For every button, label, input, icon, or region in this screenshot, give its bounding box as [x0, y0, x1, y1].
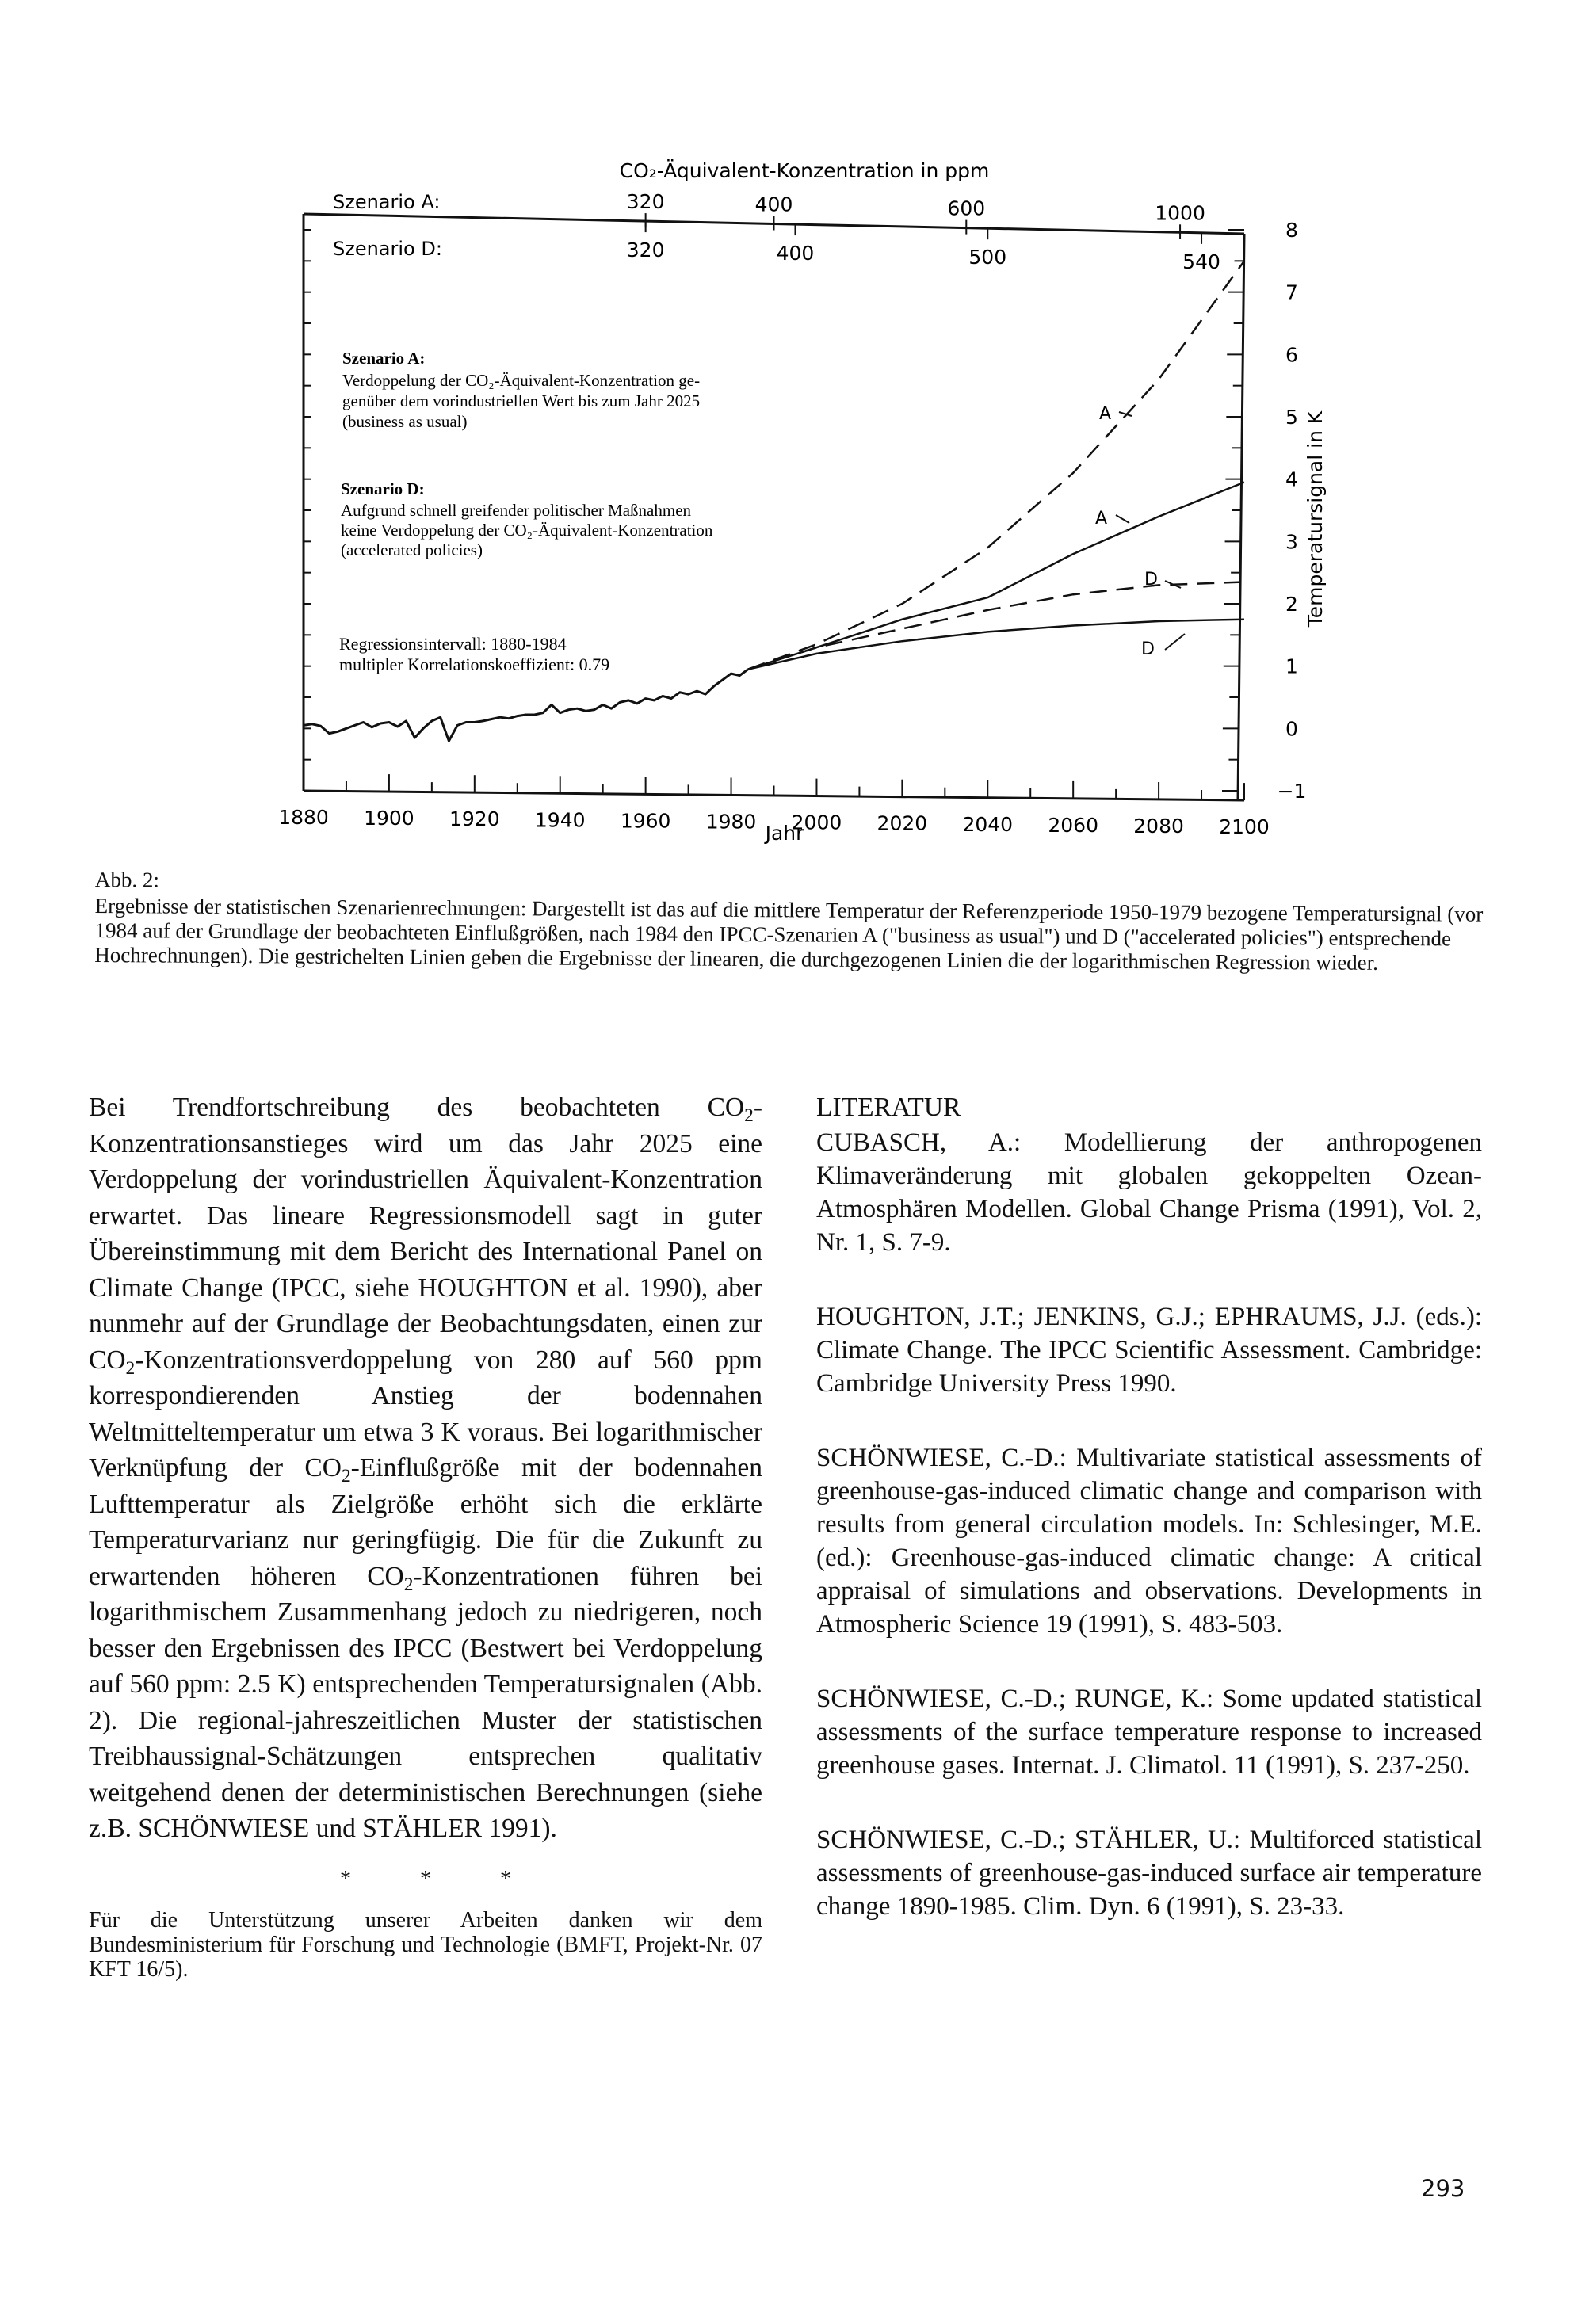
- scenario-a-note-line: genüber dem vorindustriellen Wert bis zum Jahr 2025: [342, 391, 701, 410]
- scenario-d-note: [341, 479, 713, 559]
- scenario-a-ppm-label: 320: [626, 190, 665, 214]
- caption-text: Ergebnisse der statistischen Szenarienrechnungen: Dargestellt ist das auf die mittlere Temperatur der Referenzperiode 1950-1979 bezogene Temperatursignal (vor 1984 auf der Grundlage der beobachteten Einflußgrößen, nach 1984 den IPCC-Szenarien A ("business as usual") und D ("accelerated policies") entsprechende Hochrechnungen). Die gestrichelten Linien geben die Ergebnisse der linearen, die durchgezogenen Linien die der logarithmischen Regression wieder.: [94, 893, 1484, 975]
- regression-interval: Regressionsintervall: 1880-1984: [339, 634, 567, 654]
- scenario-a-note: [342, 349, 700, 431]
- temperature-signal-chart: [0, 0, 1585, 864]
- body-column-left: [89, 1089, 762, 1982]
- figure-abb-2: [0, 0, 1585, 864]
- curve-label-a-log: A: [1095, 509, 1108, 529]
- y-tick-label: 2: [1285, 593, 1298, 616]
- reference-item: CUBASCH, A.: Modellierung der anthropogenen Klimaveränderung mit globalen gekoppelten Ozean-Atmosphären Modellen. Global Change Prisma (1991), Vol. 2, Nr. 1, S. 7-9.: [816, 1128, 1482, 1257]
- x-tick-label: 2060: [1048, 813, 1098, 837]
- y-tick-label: 8: [1285, 219, 1298, 242]
- reference-item: HOUGHTON, J.T.; JENKINS, G.J.; EPHRAUMS, J.J. (eds.): Climate Change. The IPCC Scientific Assessment. Cambridge: Cambridge University Press 1990.: [816, 1302, 1482, 1398]
- y-tick-label: 0: [1285, 717, 1298, 741]
- x-tick-label: 2000: [791, 811, 842, 834]
- figure-caption: [94, 868, 1490, 976]
- body-paragraph: Bei Trendfortschreibung des beobachteten $CO_2$-Konzentrationsanstieges wird um das Jahr 2025 eine Verdoppelung der vorindustriellen Äquivalent-Konzentration erwartet. Das lineare Regressionsmodell sagt in guter Übereinstimmung mit dem Bericht des International Panel on Climate Change (IPCC, siehe HOUGHTON et al. 1990), aber nunmehr auf der Grundlage der Beobachtungsdaten, einen zur $CO_2$-Konzentrationsverdoppelung von 280 auf 560 ppm korrespondierenden Anstieg der bodennahen Weltmitteltemperatur um etwa 3 K voraus. Bei logarithmischer Verknüpfung der $CO_2$-Einflußgröße mit der bodennahen Lufttemperatur als Zielgröße erhöht sich die erklärte Temperaturvarianz nur geringfügig. Die für die Zukunft zu erwartenden höheren $CO_2$-Konzentrationen führen bei logarithmischem Zusammenhang jedoch zu niedrigeren, noch besser den Ergebnissen des IPCC (Bestwert bei Verdoppelung auf 560 ppm: 2.5 K) entsprechenden Temperatursignalen (Abb. 2). Die regional-jahreszeitlichen Muster der statistischen Treibhaussignal-Schätzungen entsprechen qualitativ weitgehend denen der deterministischen Berechnungen (siehe z.B. SCHÖNWIESE und STÄHLER 1991).: [89, 1093, 763, 1843]
- x-tick-label: 1880: [278, 806, 329, 829]
- scenario-d-note-line: (accelerated policies): [341, 540, 483, 559]
- curve-label-d-linear: D: [1144, 570, 1158, 590]
- y-tick-label: 7: [1285, 280, 1298, 304]
- x-tick-label: 1960: [620, 809, 671, 833]
- scenario-d-ppm-label: 540: [1182, 250, 1220, 273]
- curve-label-d-log: D: [1141, 639, 1155, 659]
- scenario-d-note-title: Szenario D:: [341, 479, 425, 498]
- x-tick-label: 1920: [449, 807, 500, 831]
- scenario-a-note-line: Verdoppelung der CO₂-Äquivalent-Konzentration ge-: [342, 371, 701, 390]
- x-tick-label: 1980: [705, 810, 757, 834]
- series-line-a-logarithmic: [748, 483, 1244, 670]
- x-tick-label: 1940: [534, 808, 586, 832]
- scenario-d-note-line: keine Verdoppelung der CO₂-Äquivalent-Konzentration: [341, 521, 713, 540]
- curve-label-leader: [1165, 634, 1185, 650]
- literature-column: [816, 1089, 1482, 1964]
- top-axis-title: CO₂-Äquivalent-Konzentration in ppm: [619, 159, 990, 182]
- y-tick-label: −1: [1277, 780, 1307, 803]
- scenario-a-ppm-label: 1000: [1155, 201, 1205, 225]
- x-axis-title: Jahr: [765, 822, 804, 845]
- x-tick-label: 2020: [877, 811, 928, 835]
- x-tick-label: 2040: [962, 812, 1014, 836]
- reference-item: SCHÖNWIESE, C.-D.; STÄHLER, U.: Multiforced statistical assessments of greenhouse-gas-induced surface air temperature change 1890-1985. Clim. Dyn. 6 (1991), S. 23-33.: [816, 1825, 1482, 1921]
- scenario-d-axis-label: Szenario D:: [333, 238, 442, 260]
- y-tick-label: 6: [1285, 343, 1298, 367]
- reference-item: SCHÖNWIESE, C.-D.: Multivariate statistical assessments of greenhouse-gas-induced climatic change and comparison with results from general circulation models. In: Schlesinger, M.E. (ed.): Greenhouse-gas-induced climatic change: A critical appraisal of simulations and observations. Developments in Atmospheric Science 19 (1991), S. 483-503.: [816, 1443, 1482, 1639]
- scenario-a-axis-label: Szenario A:: [333, 191, 441, 213]
- caption-label: Abb. 2:: [94, 868, 159, 892]
- x-tick-label: 2080: [1133, 815, 1184, 838]
- scenario-a-ppm-label: 400: [754, 193, 793, 216]
- scenario-a-note-title: Szenario A:: [342, 349, 426, 368]
- curve-label-a-linear: A: [1099, 404, 1112, 424]
- right-axis-line: [1238, 234, 1244, 800]
- scenario-d-note-line: Aufgrund schnell greifender politischer Maßnahmen: [341, 501, 692, 520]
- section-separator: * * *: [340, 1866, 543, 1891]
- y-axis-title: Temperatursignal in K: [1304, 410, 1327, 628]
- series-line-observed-forcing-signal-1880-1984-: [304, 670, 748, 742]
- curve-label-leader: [1116, 515, 1129, 523]
- series-line-d-logarithmic: [748, 620, 1244, 670]
- top-axis-ticks: [646, 213, 1201, 244]
- series-line-d-linear: [748, 582, 1244, 670]
- reference-item: SCHÖNWIESE, C.-D.; RUNGE, K.: Some updated statistical assessments of the surface temperature response to increased greenhouse gases. Internat. J. Climatol. 11 (1991), S. 237-250.: [816, 1684, 1482, 1780]
- scenario-d-ppm-label: 320: [626, 239, 665, 262]
- correlation-coefficient: multipler Korrelationskoeffizient: 0.79: [339, 654, 610, 674]
- scenario-d-ppm-label: 400: [776, 242, 815, 265]
- y-tick-label: 4: [1285, 467, 1298, 491]
- scenario-a-note-line: (business as usual): [342, 412, 468, 431]
- y-tick-label: 3: [1285, 530, 1298, 554]
- regression-note: [339, 634, 609, 674]
- y-tick-label: 1: [1285, 654, 1298, 678]
- literature-heading: LITERATUR: [816, 1093, 961, 1122]
- acknowledgement: Für die Unterstützung unserer Arbeiten danken wir dem Bundesministerium für Forschung und Technologie (BMFT, Projekt-Nr. 07 KFT 16/5).: [89, 1908, 762, 1982]
- page-number: 293: [1421, 2175, 1465, 2202]
- scenario-d-ppm-label: 500: [968, 246, 1007, 269]
- x-tick-label: 1900: [364, 807, 414, 830]
- x-tick-label: 2100: [1219, 815, 1270, 839]
- y-tick-label: 5: [1285, 406, 1298, 429]
- scenario-a-ppm-label: 600: [947, 197, 986, 220]
